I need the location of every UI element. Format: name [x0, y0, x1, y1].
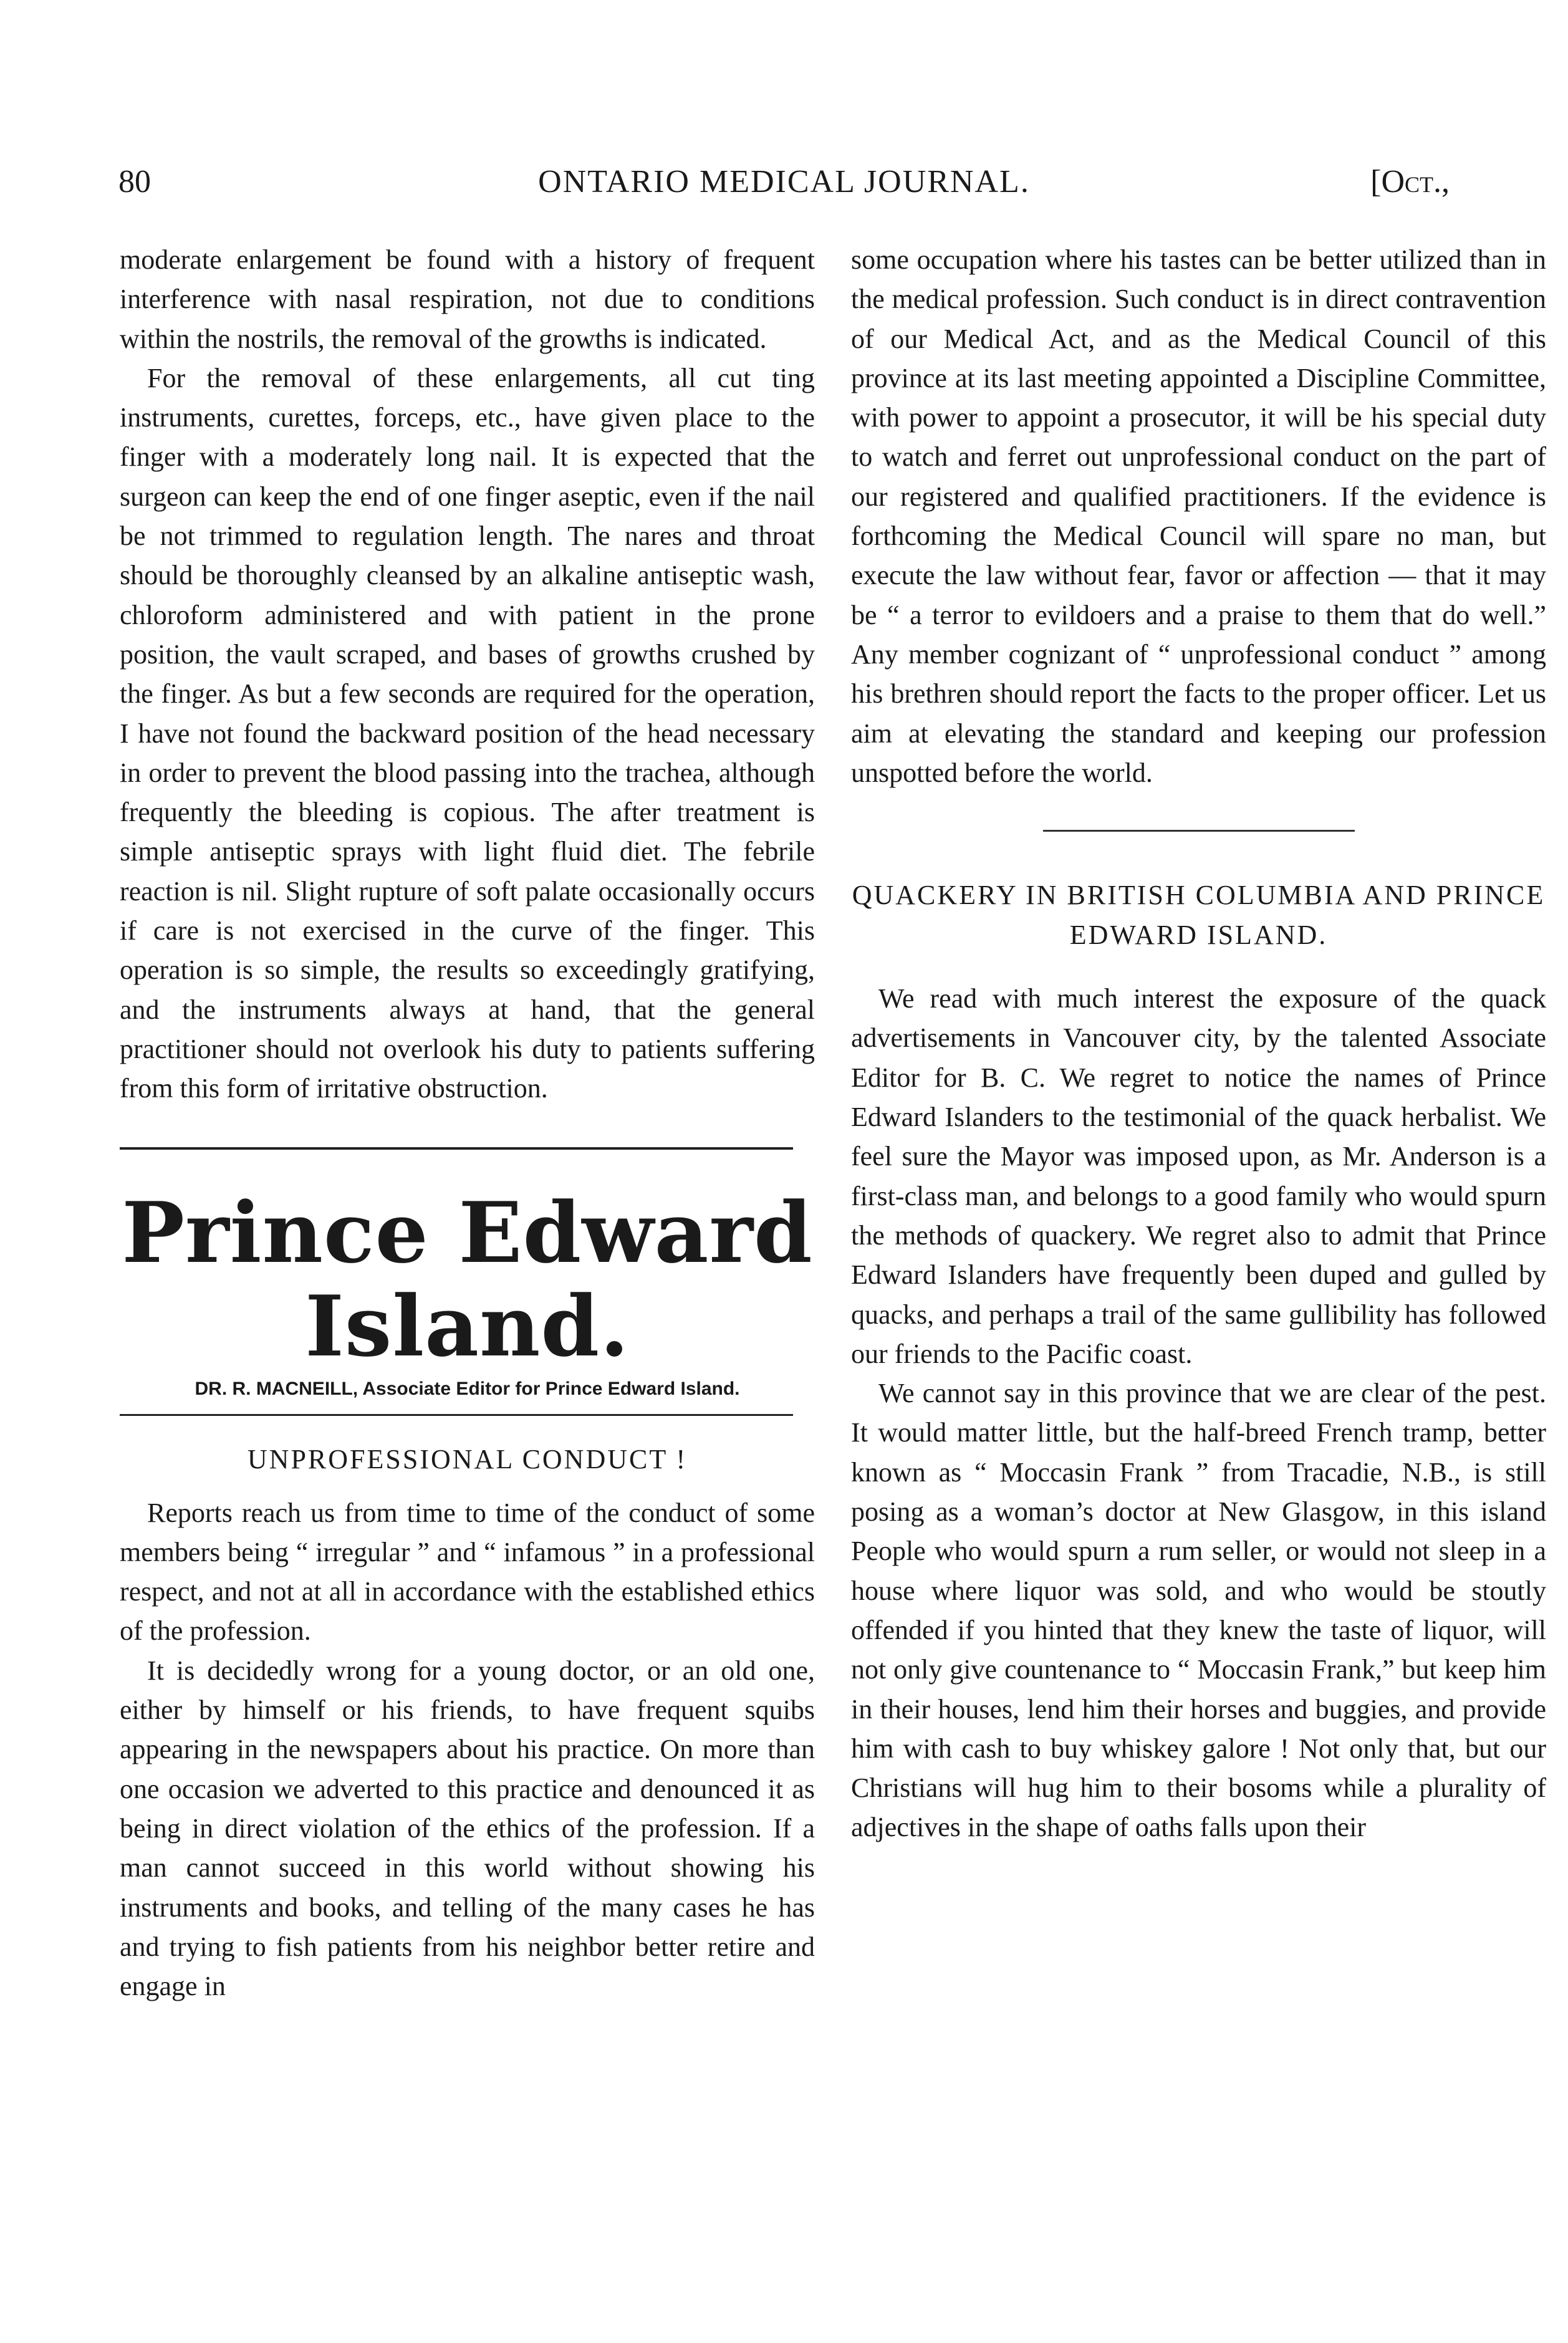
section-rule: [120, 1414, 793, 1416]
issue-label: [Oct.,: [1370, 164, 1450, 200]
page-number: 80: [118, 164, 151, 200]
article-paragraph: We read with much interest the exposure of the quack advertisements in Vancouver city, by the talented Associate Editor for B. C. We regret to notice the names of Prince Edward Islanders to the testimonial of the quack herbalist. We feel sure the Mayor was imposed upon, as Mr. Anderson is a first-class man, and belongs to a good family who would spurn the methods of quackery. We regret also to admit that Prince Edward Islanders have frequently been duped and gulled by quacks, and perhaps a trail of the same gullibility has followed our friends to the Pacific coast.: [851, 983, 1546, 1369]
article-heading: UNPROFESSIONAL CONDUCT !: [247, 1443, 688, 1475]
section-divider: [120, 1147, 793, 1150]
page-header: [118, 163, 1450, 213]
continuation-paragraph: moderate enlargement be found with a history of frequent interference with nasal respiration, not due to conditions within the nostrils, the removal of the growths is indicated.: [120, 244, 815, 354]
article-paragraph: We cannot say in this province that we are clear of the pest. It would matter little, but the half-breed French tramp, better known as “ Moccasin Frank ” from Tracadie, N.B., is still posing as a woman’s doctor at New Glasgow, in this island People who would spurn a rum seller, or would not sleep in a house where liquor was sold, and who would be stoutly offended if you hinted that they knew the taste of liquor, will not only give countenance to “ Moccasin Frank,” but keep him in their houses, lend him their horses and buggies, and provide him with cash to buy whiskey galore ! Not only that, but our Christians will hug him to their bosoms while a plurality of adjectives in the shape of oaths falls upon their: [851, 1378, 1546, 1843]
associate-editor-line: DR. R. MACNEILL, Associate Editor for Prince Edward Island.: [195, 1378, 740, 1399]
article-divider: [1043, 830, 1355, 832]
article-paragraph: Reports reach us from time to time of the conduct of some members being “ irregular ” and “ infamous ” in a professional respect, and not at all in accordance with the established ethics of the profession.: [120, 1497, 815, 1647]
continuation-paragraph: For the removal of these enlargements, all cut ting instruments, curettes, forceps, etc., have given place to the finger with a moderately long nail. It is expected that the surgeon can keep the end of one finger aseptic, even if the nail be not trimmed to regulation length. The nares and throat should be thoroughly cleansed by an alkaline antiseptic wash, chloroform administered and with patient in the prone position, the vault scraped, and bases of growths crushed by the finger. As but a few seconds are required for the operation, I have not found the backward position of the head necessary in order to prevent the blood passing into the trachea, although frequently the bleeding is copious. The after treatment is simple antiseptic sprays with light fluid diet. The febrile reaction is nil. Slight rupture of soft palate occasionally occurs if care is not exercised in the curve of the finger. This operation is so simple, the results so exceedingly gratifying, and the instruments always at hand, that the general practitioner should not overlook his duty to patients suffering from this form of irritative obstruction.: [120, 362, 815, 1104]
continuation-paragraph: some occupation where his tastes can be better utilized than in the medical profession. Such conduct is in direct contravention of our Medical Act, and as the Medical Council of this province at its last meeting appointed a Discipline Committee, with power to appoint a prosecutor, it will be his special duty to watch and ferret out unprofessional conduct on the part of our registered and qualified practitioners. If the evidence is forthcoming the Medical Council will spare no man, but execute the law without fear, favor or affection — that it may be “ a terror to evildoers and a praise to them that do well.” Any member cognizant of “ unprofessional conduct ” among his brethren should report the facts to the proper officer. Let us aim at elevating the standard and keeping our profession unspotted before the world.: [851, 244, 1546, 788]
section-title: Prince Edward Island.: [122, 1183, 813, 1375]
journal-title: ONTARIO MEDICAL JOURNAL.: [538, 164, 1030, 200]
right-column: [851, 240, 1546, 1847]
article-paragraph: It is decidedly wrong for a young doctor, or an old one, either by himself or his friends, to have frequent squibs appearing in the newspapers about his practice. On more than one occasion we adverted to this practice and denounced it as being in direct violation of the ethics of the profession. If a man cannot succeed in this world without showing his instruments and books, and telling of the many cases he has and trying to fish patients from his neighbor better retire and engage in: [120, 1655, 815, 2002]
article-heading: QUACKERY IN BRITISH COLUMBIA AND PRINCE EDWARD ISLAND.: [852, 880, 1546, 951]
left-column: [120, 240, 815, 2006]
